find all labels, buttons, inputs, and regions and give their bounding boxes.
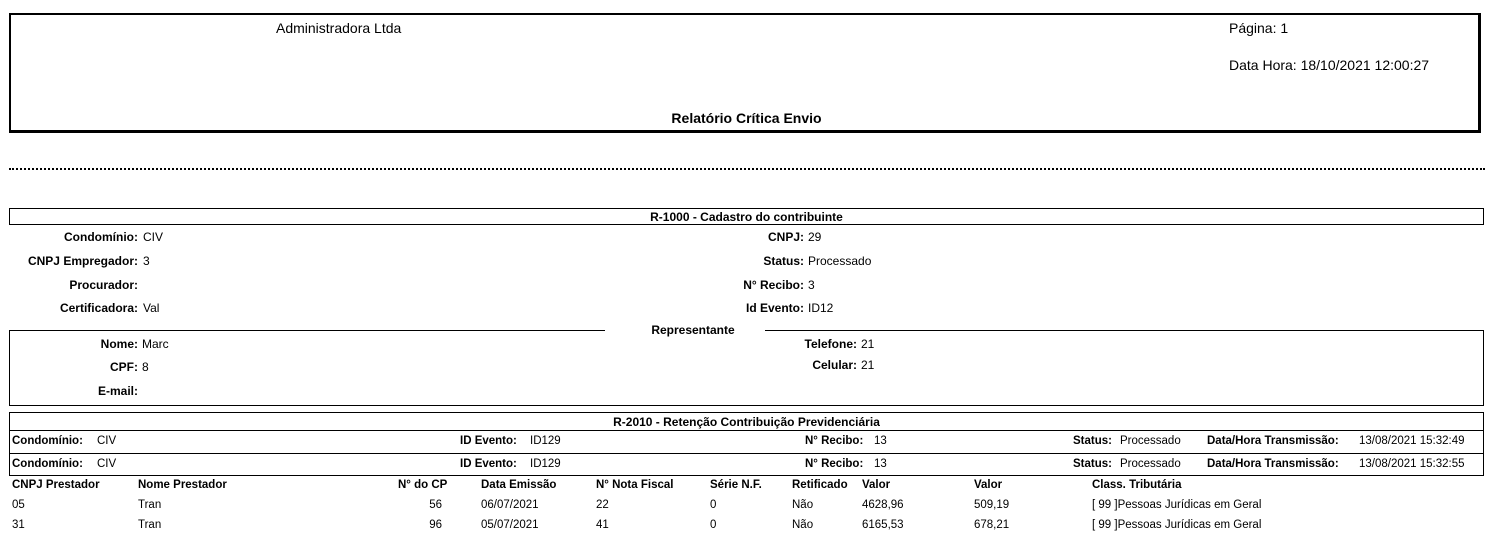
r2010-title: R-2010 - Retenção Contribuição Previdenciária (613, 415, 880, 429)
event-transmissao-value: 13/08/2021 15:32:55 (1359, 458, 1465, 470)
representante-title: Representante (651, 323, 735, 337)
cnpj-empregador-label: CNPJ Empregador: (27, 254, 138, 268)
telefone-value: 21 (861, 337, 875, 351)
cell-valor-retencao: 678,21 (974, 519, 1010, 531)
telefone-label: Telefone: (804, 337, 857, 351)
cell-data-emissao: 05/07/2021 (481, 519, 539, 531)
nome-value: Marc (142, 337, 169, 351)
r1000-title: R-1000 - Cadastro do contribuinte (650, 210, 843, 224)
cell-serie-nf: 0 (710, 519, 717, 531)
event-status-label: Status: (1073, 435, 1112, 447)
col-valor: Valor (862, 479, 891, 491)
cell-valor: 6165,53 (862, 519, 904, 531)
cell-valor: 4628,96 (862, 499, 904, 511)
page-number: Página: 1 (1229, 20, 1289, 36)
cpf-label: CPF: (110, 360, 138, 374)
report-datetime: Data Hora: 18/10/2021 12:00:27 (1229, 57, 1430, 73)
condominio-label: Condomínio: (64, 230, 138, 244)
cnpj-label: CNPJ: (767, 230, 804, 244)
company-name: Administradora Ltda (276, 20, 402, 36)
cell-retificado: Não (792, 499, 814, 511)
event-id-value: ID129 (530, 435, 561, 447)
certificadora-label: Certificadora: (59, 301, 138, 315)
event-id-label: ID Evento: (460, 458, 517, 470)
col-nota-fiscal: N° Nota Fiscal (596, 479, 674, 491)
event-recibo-label: N° Recibo: (805, 458, 864, 470)
col-valor-retencao: Valor (974, 479, 1003, 491)
cell-nota-fiscal: 41 (596, 519, 609, 531)
event-recibo-value: 13 (874, 458, 887, 470)
col-class-tributaria: Class. Tributária (1092, 479, 1182, 491)
event-status-value: Processado (1120, 458, 1181, 470)
event-transmissao-value: 13/08/2021 15:32:49 (1359, 435, 1465, 447)
cell-valor-retencao: 509,19 (974, 499, 1010, 511)
certificadora-value: Val (143, 301, 160, 315)
cpf-value: 8 (142, 360, 149, 374)
cell-numero-cp: 56 (429, 499, 442, 511)
event-condominio-label: Condomínio: (12, 435, 83, 447)
col-cnpj-prestador: CNPJ Prestador (12, 479, 100, 491)
col-retificado: Retificado (792, 479, 848, 491)
id-evento-label: Id Evento: (745, 301, 804, 315)
col-serie-nf: Série N.F. (710, 479, 762, 491)
celular-label: Celular: (812, 358, 857, 372)
condominio-value: CIV (143, 230, 164, 244)
event-id-value: ID129 (530, 458, 561, 470)
cell-nome-prestador: Tran (138, 519, 162, 531)
col-nome-prestador: Nome Prestador (138, 479, 227, 491)
cell-retificado: Não (792, 519, 814, 531)
nome-label: Nome: (100, 337, 138, 351)
cnpj-empregador-value: 3 (143, 254, 150, 268)
event-transmissao-label: Data/Hora Transmissão: (1207, 435, 1339, 447)
procurador-label: Procurador: (69, 278, 138, 292)
section-divider (9, 168, 1485, 170)
event-condominio-value: CIV (97, 458, 117, 470)
cell-cnpj-prestador: 31 (12, 519, 25, 531)
event-transmissao-label: Data/Hora Transmissão: (1207, 458, 1339, 470)
celular-value: 21 (861, 358, 875, 372)
cell-class-tributaria: [ 99 ]Pessoas Jurídicas em Geral (1092, 519, 1262, 531)
event-recibo-value: 13 (874, 435, 887, 447)
cell-class-tributaria: [ 99 ]Pessoas Jurídicas em Geral (1092, 499, 1262, 511)
event-status-value: Processado (1120, 435, 1181, 447)
cnpj-value: 29 (808, 230, 822, 244)
cell-cnpj-prestador: 05 (12, 499, 25, 511)
event-condominio-label: Condomínio: (12, 458, 83, 470)
col-numero-cp: N° do CP (398, 479, 448, 491)
event-id-label: ID Evento: (460, 435, 517, 447)
cell-nome-prestador: Tran (138, 499, 162, 511)
id-evento-value: ID12 (808, 301, 834, 315)
status-label: Status: (763, 254, 804, 268)
col-data-emissao: Data Emissão (481, 479, 557, 491)
email-label: E-mail: (97, 384, 138, 398)
event-condominio-value: CIV (97, 435, 117, 447)
cell-numero-cp: 96 (429, 519, 442, 531)
recibo-label: N° Recibo: (743, 278, 804, 292)
cell-data-emissao: 06/07/2021 (481, 499, 539, 511)
status-value: Processado (808, 254, 872, 268)
event-status-label: Status: (1073, 458, 1112, 470)
report-title: Relatório Crítica Envio (671, 110, 822, 126)
cell-nota-fiscal: 22 (596, 499, 609, 511)
event-recibo-label: N° Recibo: (805, 435, 864, 447)
cell-serie-nf: 0 (710, 499, 717, 511)
recibo-value: 3 (808, 278, 815, 292)
